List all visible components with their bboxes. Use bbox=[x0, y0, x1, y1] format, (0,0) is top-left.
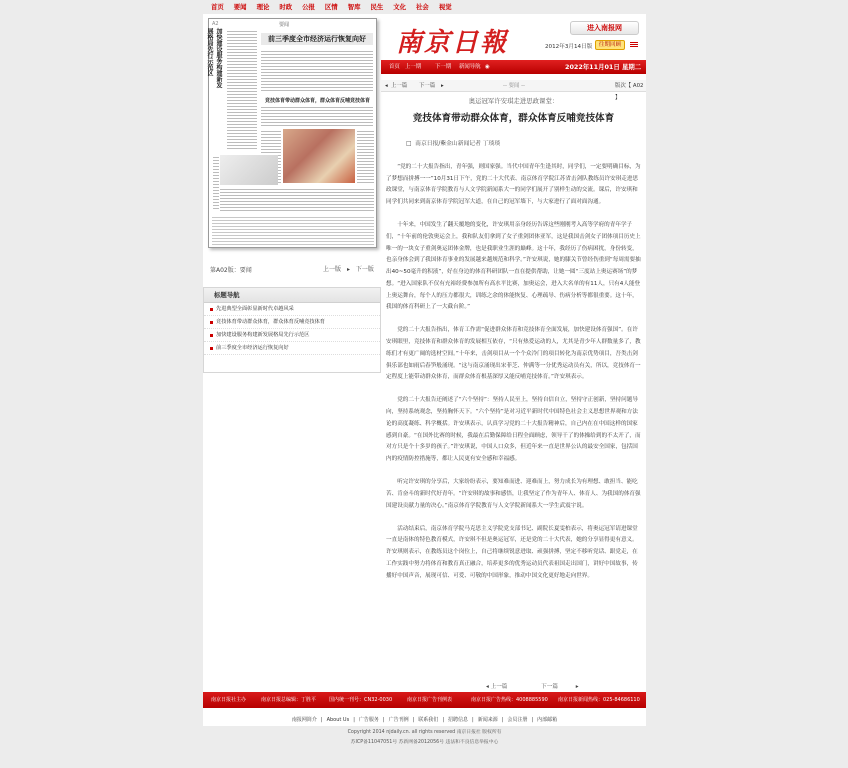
top-nav-item[interactable]: 文化 bbox=[393, 3, 407, 11]
bottom-next-article-link[interactable]: 下一篇 ▸ bbox=[541, 684, 579, 690]
footer-link[interactable]: 内部邮箱 bbox=[537, 717, 558, 723]
footer-link[interactable]: 会员注册 bbox=[507, 717, 528, 723]
separator: | bbox=[320, 717, 323, 723]
top-nav-item[interactable]: 理论 bbox=[256, 3, 270, 11]
paper-box-headline: 前三季度全市经济运行恢复向好 bbox=[261, 33, 373, 45]
byline-box-icon: □ bbox=[406, 141, 416, 147]
separator: | bbox=[382, 717, 385, 723]
caret-right-icon: ▸ bbox=[441, 83, 444, 89]
footer-copyright bbox=[203, 728, 646, 748]
logo[interactable]: 南京日報 bbox=[396, 28, 509, 58]
bottom-article-nav bbox=[486, 682, 595, 690]
separator: | bbox=[531, 717, 534, 723]
article-headline: 竞技体育带动群众体育，群众体育反哺竞技体育 bbox=[412, 113, 615, 124]
footer-ad-rates-link[interactable]: 南京日报广告刊例表 bbox=[407, 697, 453, 703]
article-paragraph: 党的二十大报告还阐述了“六个坚持”：坚持人民至上，坚持自信自立，坚持守正创新，坚持问题导向，坚持系统观念，坚持胸怀天下。“六个坚持”是对习近平新时代中国特色社会主义思想世界观和方法论的高度凝练、科学概括。许安琪表示，认真学习党的二十大报告精神后，自己内在在中国这样的国家感到自豪。“在国外比赛的时候，我最在后勤保障给日程全面顾虑，领导干了的体操给到的不太开了，而对方只是个十多岁的孩子。”许安琪说，中国人口众多，但近年来一直是世界公认的最安全国家，包括国内的疫情防控措施等，都让人民更有安全感和幸福感。 bbox=[386, 397, 641, 462]
title-nav-item[interactable]: 前三季度全市经济运行恢复向好 bbox=[204, 342, 380, 355]
paper-ad-block bbox=[212, 215, 374, 245]
top-nav-item[interactable]: 公报 bbox=[302, 3, 315, 11]
issue-nav-bar bbox=[381, 60, 646, 74]
prev-page-link[interactable]: 上一版 bbox=[323, 266, 342, 273]
top-nav-item[interactable]: 视觉 bbox=[438, 3, 452, 11]
current-page-name: -- 要闻 -- bbox=[503, 83, 525, 89]
edition-date: 2012年3月14日版 bbox=[545, 44, 593, 50]
top-nav bbox=[206, 2, 457, 13]
current-page-code: 版次【 A02 】 bbox=[615, 83, 644, 101]
separator: | bbox=[412, 717, 415, 723]
title-nav-item[interactable]: 竞技体育带动群众体育，群众体育反哺竞技体育 bbox=[204, 316, 380, 329]
top-nav-item[interactable]: 区情 bbox=[324, 3, 338, 11]
top-nav-item[interactable]: 民生 bbox=[370, 3, 384, 11]
article-paragraph: 活动结束后，南京体育学院马克思主义学院党支部书记、副院长夏雯柏表示，将奥运冠军请进课堂一直是南体的特色教育模式，许安琪不但是奥运冠军，还是党的二十大代表，她的分享显得更有意义。许安琪则表示，在教练员这个岗位上，自己将继续锐意进取、顽强拼搏，坚定不移听党话、跟党走，在工作实践中努力将体育和教育真正融合，培养更多的优秀运动员代表祖国走出国门，讲好中国故事，传播好中国声音，展现可信、可爱、可敬的中国形象，推动中国文化更好地走向世界。 bbox=[386, 525, 638, 579]
footer-info: 南京日报总编辑：丁胜平 bbox=[261, 697, 317, 703]
footer-info: 南京日报广告热线：4008885590 bbox=[471, 697, 548, 703]
article-paragraph: “党的二十大报告指出，青年强，则国家强。当代中国青年生逢其时，同学们，一定要明确目标，为了梦想而拼搏一一”10月31日下午，党的二十大代表、南京体育学院江苏省击剑队教练员许安琪走进思政课堂，与南京体育学院教育与人文学院新闻系大一的同学们展开了别样生动的交流。课后，许安琪和同学们共同来到南京体育学院冠军大道，在自己的冠军墙下，与大家进行了面对面沟通。 bbox=[386, 164, 641, 206]
issue-date: 2022年11月01日 星期二 bbox=[565, 63, 642, 71]
enter-site-button[interactable]: 进入南报网 bbox=[570, 21, 639, 35]
paper-photo-small bbox=[220, 155, 278, 185]
separator: | bbox=[353, 717, 355, 723]
footer-info-bar bbox=[203, 692, 646, 708]
paper-page-title: 要闻 bbox=[279, 22, 290, 28]
page bbox=[203, 14, 646, 726]
next-issue-link[interactable]: 下一期 bbox=[435, 64, 452, 70]
paper-sub-headline: 竞技体育带动群众体育，群众体育反哺竞技体育 bbox=[265, 98, 371, 104]
footer-info: 南京日报社主办 bbox=[211, 697, 247, 703]
title-nav-item[interactable]: 加快建设服务构建新发展格局先行示范区 bbox=[204, 329, 380, 342]
flag-icon bbox=[630, 42, 638, 48]
next-page-link[interactable]: 下一版 bbox=[355, 266, 374, 273]
title-nav-item[interactable]: 先进典型全面彰显新时代卓越风采 bbox=[204, 303, 380, 316]
paper-photo bbox=[283, 129, 355, 183]
news-nav-link[interactable]: 新闻导航 bbox=[459, 64, 481, 70]
article-kicker: 奥运冠军许安琪走进思政课堂： bbox=[468, 97, 559, 105]
footer-link[interactable]: 招聘信息 bbox=[448, 717, 469, 723]
top-nav-item[interactable]: 要闻 bbox=[233, 3, 247, 11]
article-paragraph: 党的二十大报告指出，体育工作需“促进群众体育和竞技体育全面发展，加快建设体育强国”。在许安琪眼里，竞技体育和群众体育的发展相互依存，“只有热爱运动的人，尤其是青少年人群数量多了，教练们才有更广阔的选材空间。”十年来，击剑项目从一个个众冷门的项目转化为南京优势项目，吾类击剑俱乐部也如雨后春笋般涌现。“这与南京涌现出宋菲芝、仲满等一分优秀运动员有关，所以，竞技体育一定程度上能带动群众体育，而群众体育根基深厚又能反哺竞技体育。”许安琪表示。 bbox=[386, 327, 641, 381]
article-byline: □ 南京日报/紫金山新闻记者 丁琰琰 bbox=[406, 141, 501, 147]
top-nav-item[interactable]: 时政 bbox=[279, 3, 293, 11]
title-navigation-heading: 标题导航 bbox=[204, 288, 380, 303]
chevron-right-icon: ▸ bbox=[346, 266, 350, 273]
page-nav bbox=[319, 264, 374, 273]
article-paragraph: 十年来，中国发生了翻天覆地的变化，许安琪用亲身经历告诉这些刚刚考入高等学府的青年学子们，“十年前的伦敦奥运会上，我和队友们拿到了女子重剑团体亚军，这是我国击剑女子团体项目历史上唯一的一块女子重剑奥运团体金牌，也是我职业生涯的巅峰。这十年，我经历了伤病困扰，身份转变，也亲身体会到了我国体育事业的发展越来越规范和科学。”许安琪说，她的膝关节曾经伤重到“每周需要抽出40~50毫升的积液”，好在身边的体育科研团队一直在提供帮助，让她一圆“三度站上奥运赛场”的梦想。“进入国家队不仅有充裕经费参加所有高水平比赛，加奥运会，进入大名单的有11人，只有4人能登上奥运舞台，每个人的压力都很大，训练之余的体能恢复、心理疏导、伤病分析等都很重要。这十年，我国的体育科研上了一大截台阶。” bbox=[386, 222, 641, 311]
title-navigation bbox=[203, 287, 381, 373]
page-label: 第A02版：要闻 bbox=[210, 267, 252, 274]
rss-icon[interactable]: ◉ bbox=[485, 64, 490, 70]
home-link[interactable]: 首页 bbox=[389, 64, 400, 70]
footer-info: 国内统一刊号：CN32-0030 bbox=[329, 697, 393, 703]
footer-link[interactable]: 广告刊例 bbox=[388, 717, 409, 723]
prev-article-link[interactable]: 上一篇 bbox=[391, 83, 408, 89]
next-article-link[interactable]: 下一篇 bbox=[419, 83, 436, 89]
footer-links bbox=[203, 716, 646, 723]
paper-page-code: A2 bbox=[212, 21, 219, 27]
footer-link[interactable]: 广告服务 bbox=[358, 717, 379, 723]
copyright-line: Copyright 2014 njdaily.cn. all rights reserved 南京日报社 版权所有 bbox=[347, 730, 502, 735]
top-nav-item[interactable]: 首页 bbox=[211, 3, 224, 11]
prev-issue-link[interactable]: 上一期 bbox=[405, 64, 422, 70]
separator: | bbox=[442, 717, 444, 723]
top-nav-item[interactable]: 智库 bbox=[347, 3, 361, 11]
newspaper-page-thumbnail[interactable] bbox=[208, 18, 377, 248]
separator: | bbox=[501, 717, 504, 723]
article bbox=[386, 96, 641, 594]
footer-info: 南京日报新闻热线：025-84686110 bbox=[558, 697, 640, 703]
article-body bbox=[386, 162, 641, 582]
caret-left-icon: ◂ bbox=[385, 83, 388, 89]
footer-link[interactable]: 南报网简介 bbox=[291, 717, 317, 723]
article-paragraph: 听完许安琪的分享后，大家纷纷表示，要知难而进、迎难而上，努力成长为有理想、敢担当、能吃苦、肯奋斗的新时代好青年。“许安琪的故事和感悟，让我坚定了作为青年人、体育人、为我国的体育强国建设贡献力量的决心。”南京体育学院教育与人文学院新闻系大一学生武震宇说。 bbox=[386, 479, 641, 509]
past-issues-button[interactable]: 往期回顾 bbox=[595, 40, 625, 50]
icp-line: 苏ICP备11047051号 苏新网备2012056号 违法和不良信息举报中心 bbox=[350, 740, 499, 745]
paper-vertical-headline: 加快建设服务构建新发展格局先行示范区 bbox=[206, 28, 222, 88]
top-nav-item[interactable]: 社会 bbox=[416, 3, 429, 11]
footer-link[interactable]: About Us bbox=[326, 717, 350, 723]
bottom-prev-article-link[interactable]: ◂ 上一篇 bbox=[486, 684, 508, 690]
footer-link[interactable]: 新闻来源 bbox=[477, 717, 498, 723]
footer-link[interactable]: 联系我们 bbox=[418, 717, 439, 723]
separator: | bbox=[472, 717, 474, 723]
